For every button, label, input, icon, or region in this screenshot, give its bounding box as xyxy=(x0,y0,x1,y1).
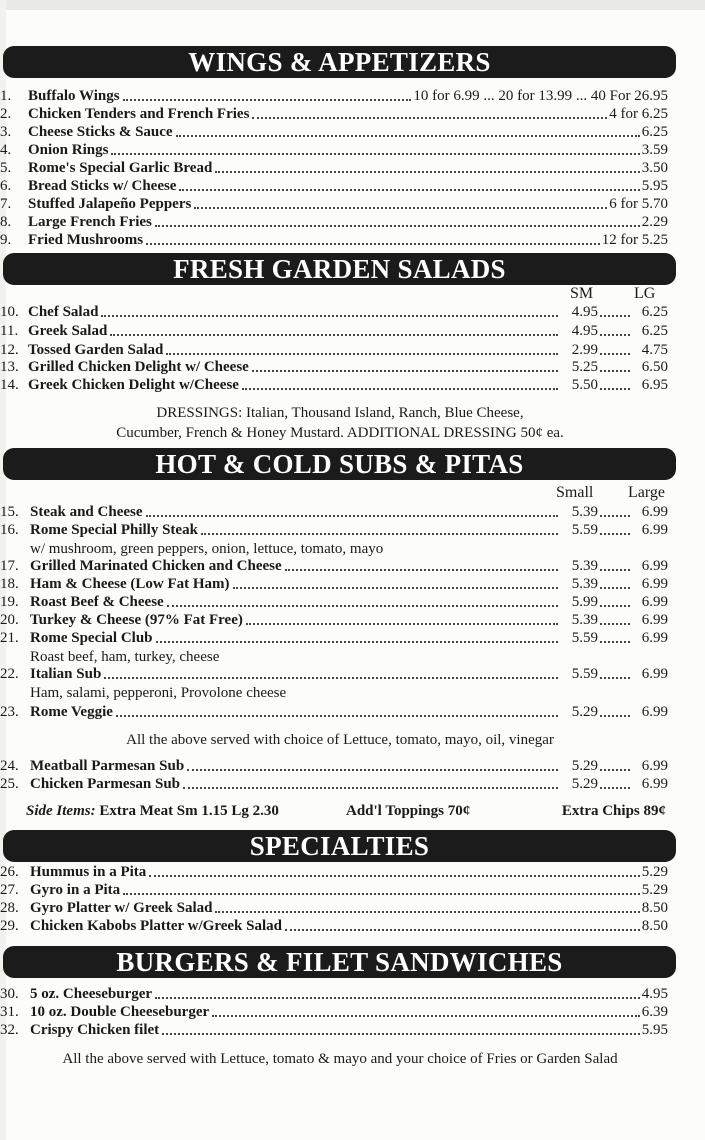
menu-item-row xyxy=(0,105,668,123)
item-name: Crispy Chicken filet xyxy=(30,1022,160,1038)
menu-item-row xyxy=(0,863,668,881)
leader-dots xyxy=(101,315,558,317)
item-name: Chicken Kabobs Platter w/Greek Salad xyxy=(30,918,282,934)
item-number: 9. xyxy=(0,232,12,248)
menu-item-row xyxy=(0,177,668,195)
menu-item-row xyxy=(0,87,668,105)
menu-item-row xyxy=(0,503,668,521)
leader-dots xyxy=(146,243,600,245)
leader-dots-mid xyxy=(600,370,630,372)
item-price: 2.29 xyxy=(641,214,668,230)
item-name: Chicken Tenders and French Fries xyxy=(28,106,250,122)
item-number: 20. xyxy=(0,612,19,628)
item-name: Chicken Parmesan Sub xyxy=(30,776,181,792)
item-price-small: 5.59 xyxy=(571,630,598,646)
item-number: 6. xyxy=(0,178,12,194)
item-price-large: 6.99 xyxy=(641,504,668,520)
item-price-large: 6.25 xyxy=(641,323,668,339)
item-price: 8.50 xyxy=(641,900,668,916)
menu-item-row xyxy=(0,1003,668,1021)
menu-item-row xyxy=(0,195,668,213)
leader-dots xyxy=(123,99,412,101)
item-number: 10. xyxy=(0,304,19,320)
salads-col-sm: SM xyxy=(570,285,594,302)
subs-col-large: Large xyxy=(628,484,666,501)
leader-dots xyxy=(215,171,639,173)
item-name: Bread Sticks w/ Cheese xyxy=(28,178,177,194)
menu-item-row xyxy=(0,575,668,593)
item-name: 10 oz. Double Cheeseburger xyxy=(30,1004,210,1020)
item-number: 32. xyxy=(0,1022,19,1038)
item-price: 4.95 xyxy=(641,986,668,1002)
item-name: Rome Veggie xyxy=(30,704,113,720)
item-price-large: 6.99 xyxy=(641,776,668,792)
subs-col-small: Small xyxy=(556,484,594,501)
item-price-large: 6.99 xyxy=(641,594,668,610)
item-price-large: 6.99 xyxy=(641,522,668,538)
item-name: Greek Salad xyxy=(28,323,108,339)
item-number: 23. xyxy=(0,704,19,720)
menu-item-row xyxy=(0,231,668,249)
item-name: Gyro Platter w/ Greek Salad xyxy=(30,900,213,916)
add-toppings: Add'l Toppings 70¢ xyxy=(346,803,471,819)
dressings-line-1: DRESSINGS: Italian, Thousand Island, Ranch, Blue Cheese, xyxy=(156,405,524,421)
section-banner-subs: HOT & COLD SUBS & PITAS xyxy=(3,448,676,480)
item-price-large: 6.50 xyxy=(641,359,668,375)
menu-item-row xyxy=(0,917,668,935)
leader-dots xyxy=(233,587,558,589)
side-items-label: Side Items: xyxy=(26,803,96,819)
item-price: 4 for 6.25 xyxy=(609,106,668,122)
item-number: 30. xyxy=(0,986,19,1002)
item-name: Rome Special Philly Steak xyxy=(30,522,198,538)
menu-item-row xyxy=(0,358,668,376)
leader-dots xyxy=(155,225,640,227)
item-name: 5 oz. Cheeseburger xyxy=(30,986,153,1002)
item-price-large: 6.25 xyxy=(641,304,668,320)
item-price-small: 5.39 xyxy=(571,558,598,574)
leader-dots xyxy=(110,334,558,336)
salads-col-lg: LG xyxy=(634,285,656,302)
section-banner-specialties: SPECIALTIES xyxy=(3,830,676,862)
item-price: 3.50 xyxy=(641,160,668,176)
item-price-large: 6.99 xyxy=(641,758,668,774)
menu-item-row xyxy=(0,775,668,793)
menu-item-row xyxy=(0,341,668,359)
menu-item-row xyxy=(0,159,668,177)
leader-dots xyxy=(176,135,640,137)
item-price: 5.95 xyxy=(641,1022,668,1038)
leader-dots xyxy=(116,715,558,717)
dressings-line-2: Cucumber, French & Honey Mustard. ADDITIONAL DRESSING 50¢ ea. xyxy=(116,425,564,441)
item-name: Ham & Cheese (Low Fat Ham) xyxy=(30,576,230,592)
leader-dots xyxy=(246,623,558,625)
menu-item-row xyxy=(0,899,668,917)
burgers-served-note: All the above served with Lettuce, tomato & mayo and your choice of Fries or Garden Salad xyxy=(62,1051,618,1067)
leader-dots-mid xyxy=(600,315,630,317)
menu-item-row xyxy=(0,665,668,683)
item-price-small: 5.29 xyxy=(571,704,598,720)
item-number: 2. xyxy=(0,106,12,122)
item-number: 25. xyxy=(0,776,19,792)
menu-item-row xyxy=(0,141,668,159)
leader-dots xyxy=(179,189,639,191)
item-name: Turkey & Cheese (97% Fat Free) xyxy=(30,612,243,628)
leader-dots-mid xyxy=(600,388,630,390)
item-price-large: 6.99 xyxy=(641,558,668,574)
menu-item-row xyxy=(0,303,668,321)
item-number: 3. xyxy=(0,124,12,140)
item-number: 7. xyxy=(0,196,12,212)
item-price: 6.39 xyxy=(641,1004,668,1020)
item-price-large: 6.99 xyxy=(641,612,668,628)
menu-item-row xyxy=(0,881,668,899)
leader-dots xyxy=(149,875,639,877)
item-name: Steak and Cheese xyxy=(30,504,143,520)
item-price: 10 for 6.99 ... 20 for 13.99 ... 40 For 26.95 xyxy=(413,88,668,104)
item-description: Ham, salami, pepperoni, Provolone cheese xyxy=(30,685,287,701)
leader-dots xyxy=(201,533,558,535)
item-price: 8.50 xyxy=(641,918,668,934)
item-name: Stuffed Jalapeño Peppers xyxy=(28,196,192,212)
item-name: Rome's Special Garlic Bread xyxy=(28,160,213,176)
leader-dots xyxy=(285,929,640,931)
item-name: Italian Sub xyxy=(30,666,102,682)
leader-dots xyxy=(146,515,558,517)
leader-dots xyxy=(166,353,558,355)
subs-served-note: All the above served with choice of Lettuce, tomato, mayo, oil, vinegar xyxy=(126,732,554,748)
menu-item-row xyxy=(0,376,668,394)
item-name: Rome Special Club xyxy=(30,630,153,646)
item-price-small: 5.25 xyxy=(571,359,598,375)
leader-dots xyxy=(156,641,558,643)
leader-dots xyxy=(104,677,558,679)
item-price-small: 4.95 xyxy=(571,323,598,339)
item-number: 13. xyxy=(0,359,19,375)
leader-dots xyxy=(123,893,640,895)
item-number: 16. xyxy=(0,522,19,538)
leader-dots-mid xyxy=(600,769,630,771)
item-number: 8. xyxy=(0,214,12,230)
leader-dots-mid xyxy=(600,715,630,717)
item-price-large: 6.99 xyxy=(641,576,668,592)
item-name: Meatball Parmesan Sub xyxy=(30,758,185,774)
leader-dots-mid xyxy=(600,641,630,643)
item-price: 5.29 xyxy=(641,882,668,898)
item-description: w/ mushroom, green peppers, onion, lettuce, tomato, mayo xyxy=(30,541,384,557)
leader-dots xyxy=(212,1015,640,1017)
item-number: 27. xyxy=(0,882,19,898)
item-price-small: 5.39 xyxy=(571,504,598,520)
item-name: Grilled Marinated Chicken and Cheese xyxy=(30,558,282,574)
leader-dots-mid xyxy=(600,677,630,679)
leader-dots xyxy=(162,1033,640,1035)
item-price-small: 5.59 xyxy=(571,666,598,682)
leader-dots-mid xyxy=(600,587,630,589)
item-description: Roast beef, ham, turkey, cheese xyxy=(30,649,220,665)
item-number: 17. xyxy=(0,558,19,574)
item-number: 14. xyxy=(0,377,19,393)
leader-dots xyxy=(155,997,640,999)
leader-dots xyxy=(187,769,558,771)
item-price-small: 4.95 xyxy=(571,304,598,320)
menu-item-row xyxy=(0,703,668,721)
leader-dots-mid xyxy=(600,569,630,571)
extra-chips: Extra Chips 89¢ xyxy=(561,803,666,819)
leader-dots xyxy=(111,153,639,155)
item-number: 26. xyxy=(0,864,19,880)
item-price-small: 5.99 xyxy=(571,594,598,610)
side-items-line xyxy=(26,802,666,820)
item-number: 11. xyxy=(0,323,19,339)
menu-item-row xyxy=(0,629,668,647)
item-price: 6 for 5.70 xyxy=(609,196,668,212)
item-number: 21. xyxy=(0,630,19,646)
menu-item-row xyxy=(0,123,668,141)
item-name: Hummus in a Pita xyxy=(30,864,147,880)
item-name: Tossed Garden Salad xyxy=(28,342,164,358)
menu-item-row xyxy=(0,1021,668,1039)
item-number: 31. xyxy=(0,1004,19,1020)
menu-item-row xyxy=(0,213,668,231)
item-name: Fried Mushrooms xyxy=(28,232,144,248)
leader-dots-mid xyxy=(600,623,630,625)
leader-dots xyxy=(183,787,558,789)
leader-dots-mid xyxy=(600,787,630,789)
item-number: 1. xyxy=(0,88,12,104)
leader-dots-mid xyxy=(600,533,630,535)
item-name: Buffalo Wings xyxy=(28,88,120,104)
leader-dots-mid xyxy=(600,353,630,355)
menu-item-row xyxy=(0,985,668,1003)
leader-dots xyxy=(252,117,607,119)
item-price: 3.59 xyxy=(641,142,668,158)
section-banner-salads: FRESH GARDEN SALADS xyxy=(3,253,676,285)
leader-dots-mid xyxy=(600,605,630,607)
item-price: 6.25 xyxy=(641,124,668,140)
menu-item-row xyxy=(0,611,668,629)
item-name: Roast Beef & Cheese xyxy=(30,594,164,610)
item-price-large: 6.99 xyxy=(641,666,668,682)
leader-dots-mid xyxy=(600,515,630,517)
item-price-small: 5.59 xyxy=(571,522,598,538)
item-price-large: 4.75 xyxy=(641,342,668,358)
item-price: 5.29 xyxy=(641,864,668,880)
leader-dots xyxy=(252,370,558,372)
item-price: 12 for 5.25 xyxy=(601,232,668,248)
item-number: 29. xyxy=(0,918,19,934)
leader-dots xyxy=(167,605,558,607)
item-price-large: 6.99 xyxy=(641,630,668,646)
leader-dots xyxy=(285,569,558,571)
menu-item-row xyxy=(0,757,668,775)
item-name: Gyro in a Pita xyxy=(30,882,121,898)
leader-dots-mid xyxy=(600,334,630,336)
side-items-text: Extra Meat Sm 1.15 Lg 2.30 xyxy=(99,803,279,819)
menu-item-row xyxy=(0,322,668,340)
item-number: 12. xyxy=(0,342,19,358)
item-price-small: 5.29 xyxy=(571,758,598,774)
item-name: Large French Fries xyxy=(28,214,152,230)
item-price-small: 5.39 xyxy=(571,612,598,628)
item-price-large: 6.95 xyxy=(641,377,668,393)
leader-dots xyxy=(194,207,607,209)
item-number: 5. xyxy=(0,160,12,176)
menu-item-row xyxy=(0,593,668,611)
section-banner-wings: WINGS & APPETIZERS xyxy=(3,46,676,78)
item-price-small: 5.29 xyxy=(571,776,598,792)
item-name: Greek Chicken Delight w/Cheese xyxy=(28,377,239,393)
item-number: 28. xyxy=(0,900,19,916)
item-number: 18. xyxy=(0,576,19,592)
item-number: 22. xyxy=(0,666,19,682)
item-name: Chef Salad xyxy=(28,304,99,320)
item-number: 24. xyxy=(0,758,19,774)
leader-dots xyxy=(215,911,639,913)
item-name: Cheese Sticks & Sauce xyxy=(28,124,173,140)
leader-dots xyxy=(242,388,558,390)
section-banner-burgers: BURGERS & FILET SANDWICHES xyxy=(3,946,676,978)
item-price-small: 5.50 xyxy=(571,377,598,393)
menu-item-row xyxy=(0,557,668,575)
menu-item-row xyxy=(0,521,668,539)
item-name: Onion Rings xyxy=(28,142,109,158)
item-number: 19. xyxy=(0,594,19,610)
item-number: 4. xyxy=(0,142,12,158)
item-name: Grilled Chicken Delight w/ Cheese xyxy=(28,359,249,375)
item-price-small: 5.39 xyxy=(571,576,598,592)
item-price-large: 6.99 xyxy=(641,704,668,720)
item-price: 5.95 xyxy=(641,178,668,194)
item-number: 15. xyxy=(0,504,19,520)
item-price-small: 2.99 xyxy=(571,342,598,358)
